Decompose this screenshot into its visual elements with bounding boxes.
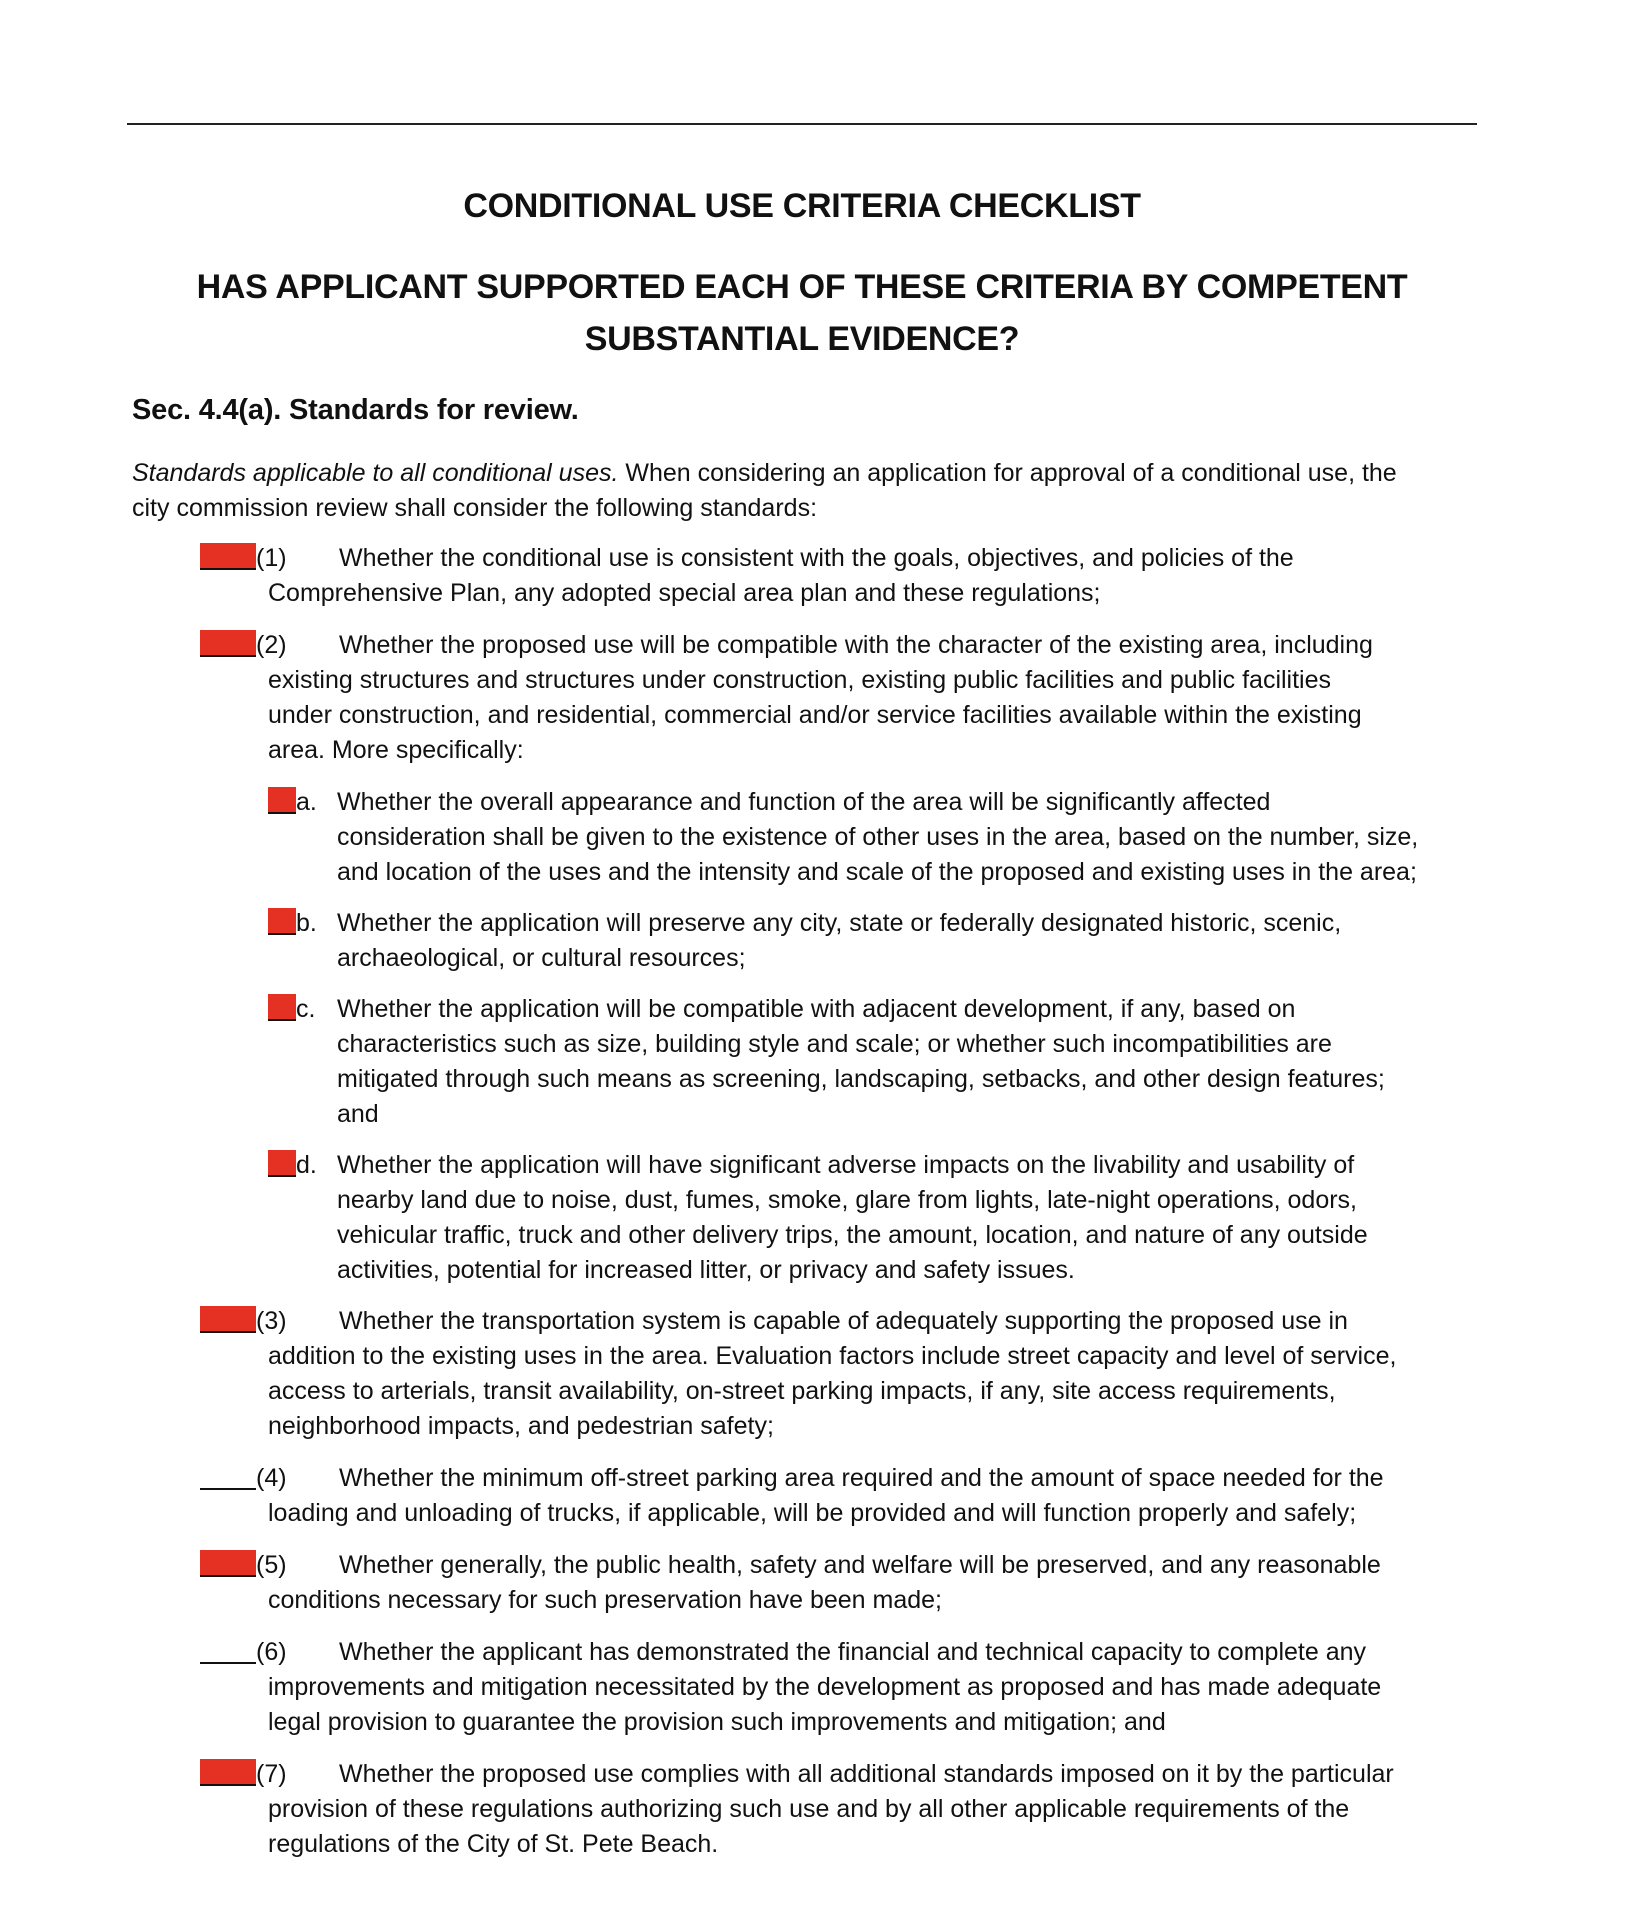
page-title: CONDITIONAL USE CRITERIA CHECKLIST [463, 187, 1141, 225]
subtitle-line-1: HAS APPLICANT SUPPORTED EACH OF THESE CRITERIA BY COMPETENT [196, 268, 1408, 306]
criterion-4 [200, 1461, 1490, 1531]
criterion-3-line-3: access to arterials, transit availability, on-street parking impacts, if any, site access requirements, [268, 1377, 1336, 1405]
criterion-2a-text: Whether the overall appearance and function of the area will be significantly affected [337, 788, 1271, 816]
criterion-2d-letter: d. [296, 1151, 317, 1179]
criterion-2-checkbox[interactable] [200, 630, 256, 657]
page-subtitle [127, 261, 1477, 365]
criterion-2c-checkbox[interactable] [268, 994, 296, 1021]
criterion-7-line-3: regulations of the City of St. Pete Beach. [268, 1830, 719, 1858]
criterion-2b-line-2: archaeological, or cultural resources; [337, 944, 746, 972]
criterion-2b [268, 906, 1490, 976]
criterion-5 [200, 1548, 1490, 1618]
criterion-4-number: (4) [256, 1464, 287, 1492]
criterion-7 [200, 1757, 1490, 1862]
criterion-3-checkbox[interactable] [200, 1306, 256, 1333]
criterion-2a-line-2: consideration shall be given to the existence of other uses in the area, based on the number, size, [337, 823, 1419, 851]
criterion-1-checkbox[interactable] [200, 543, 256, 570]
criterion-2b-checkbox[interactable] [268, 908, 296, 935]
criterion-6-text: Whether the applicant has demonstrated the financial and technical capacity to complete any [339, 1638, 1367, 1666]
criterion-3-text: Whether the transportation system is capable of adequately supporting the proposed use in [339, 1307, 1348, 1335]
section-heading: Sec. 4.4(a). Standards for review. [132, 394, 579, 426]
criterion-3 [200, 1304, 1490, 1444]
criterion-5-text: Whether generally, the public health, safety and welfare will be preserved, and any reasonable [339, 1551, 1381, 1579]
criterion-2c-line-3: mitigated through such means as screening, landscaping, setbacks, and other design features; [337, 1065, 1385, 1093]
criterion-2-line-4: area. More specifically: [268, 736, 524, 764]
criterion-3-line-2: addition to the existing uses in the area. Evaluation factors include street capacity and level of service, [268, 1342, 1397, 1370]
criterion-2c-letter: c. [296, 995, 316, 1023]
criterion-1-number: (1) [256, 544, 287, 572]
criterion-2d-checkbox[interactable] [268, 1150, 296, 1177]
criterion-2d-line-3: vehicular traffic, truck and other delivery trips, the amount, location, and nature of any outside [337, 1221, 1368, 1249]
criterion-2a [268, 785, 1490, 890]
criterion-6-line-2: improvements and mitigation necessitated by the development as proposed and has made adequate [268, 1673, 1382, 1701]
criterion-4-text: Whether the minimum off-street parking area required and the amount of space needed for the [339, 1464, 1384, 1492]
criterion-6-line-3: legal provision to guarantee the provision such improvements and mitigation; and [268, 1708, 1166, 1736]
header-rule [127, 123, 1477, 125]
criterion-6-checkbox[interactable] [200, 1637, 256, 1664]
criterion-6-number: (6) [256, 1638, 287, 1666]
criterion-7-line-2: provision of these regulations authorizing such use and by all other applicable requirements of the [268, 1795, 1350, 1823]
criterion-2c-text: Whether the application will be compatible with adjacent development, if any, based on [337, 995, 1296, 1023]
criterion-5-line-2: conditions necessary for such preservation have been made; [268, 1586, 942, 1614]
criterion-2c [268, 992, 1490, 1132]
criterion-2d-line-2: nearby land due to noise, dust, fumes, smoke, glare from lights, late-night operations, odors, [337, 1186, 1357, 1214]
criterion-2b-text: Whether the application will preserve any city, state or federally designated historic, scenic, [337, 909, 1342, 937]
criterion-5-number: (5) [256, 1551, 287, 1579]
criterion-2a-letter: a. [296, 788, 317, 816]
criterion-7-number: (7) [256, 1760, 287, 1788]
criterion-1 [200, 541, 1490, 611]
criterion-2c-line-2: characteristics such as size, building style and scale; or whether such incompatibilities are [337, 1030, 1332, 1058]
criterion-2d-line-4: activities, potential for increased litter, or privacy and safety issues. [337, 1256, 1075, 1284]
criterion-1-text: Whether the conditional use is consistent with the goals, objectives, and policies of the [339, 544, 1294, 572]
intro-line-1: When considering an application for approval of a conditional use, the [618, 459, 1397, 487]
criterion-2b-letter: b. [296, 909, 317, 937]
criterion-7-checkbox[interactable] [200, 1759, 256, 1786]
criterion-2-number: (2) [256, 631, 287, 659]
intro-paragraph [132, 456, 1482, 526]
criterion-2d [268, 1148, 1490, 1288]
criterion-6 [200, 1635, 1490, 1740]
criterion-2-line-2: existing structures and structures under construction, existing public facilities and public facilities [268, 666, 1332, 694]
criterion-1-line-2: Comprehensive Plan, any adopted special area plan and these regulations; [268, 579, 1101, 607]
criterion-5-checkbox[interactable] [200, 1550, 256, 1577]
intro-lead: Standards applicable to all conditional uses. [132, 459, 619, 487]
criterion-2 [200, 628, 1490, 768]
criterion-2a-line-3: and location of the uses and the intensity and scale of the proposed and existing uses in the area; [337, 858, 1417, 886]
criterion-2a-checkbox[interactable] [268, 787, 296, 814]
subtitle-line-2: SUBSTANTIAL EVIDENCE? [584, 320, 1020, 358]
criterion-2d-text: Whether the application will have significant adverse impacts on the livability and usability of [337, 1151, 1355, 1179]
criterion-4-checkbox[interactable] [200, 1463, 256, 1490]
criterion-3-number: (3) [256, 1307, 287, 1335]
criterion-2-text: Whether the proposed use will be compatible with the character of the existing area, including [339, 631, 1373, 659]
criterion-2-line-3: under construction, and residential, commercial and/or service facilities available within the existing [268, 701, 1362, 729]
criterion-4-line-2: loading and unloading of trucks, if applicable, will be provided and will function properly and safely; [268, 1499, 1357, 1527]
criterion-7-text: Whether the proposed use complies with all additional standards imposed on it by the particular [339, 1760, 1394, 1788]
criterion-2c-line-4: and [337, 1100, 379, 1128]
criterion-3-line-4: neighborhood impacts, and pedestrian safety; [268, 1412, 774, 1440]
intro-line-2: city commission review shall consider the following standards: [132, 494, 818, 522]
